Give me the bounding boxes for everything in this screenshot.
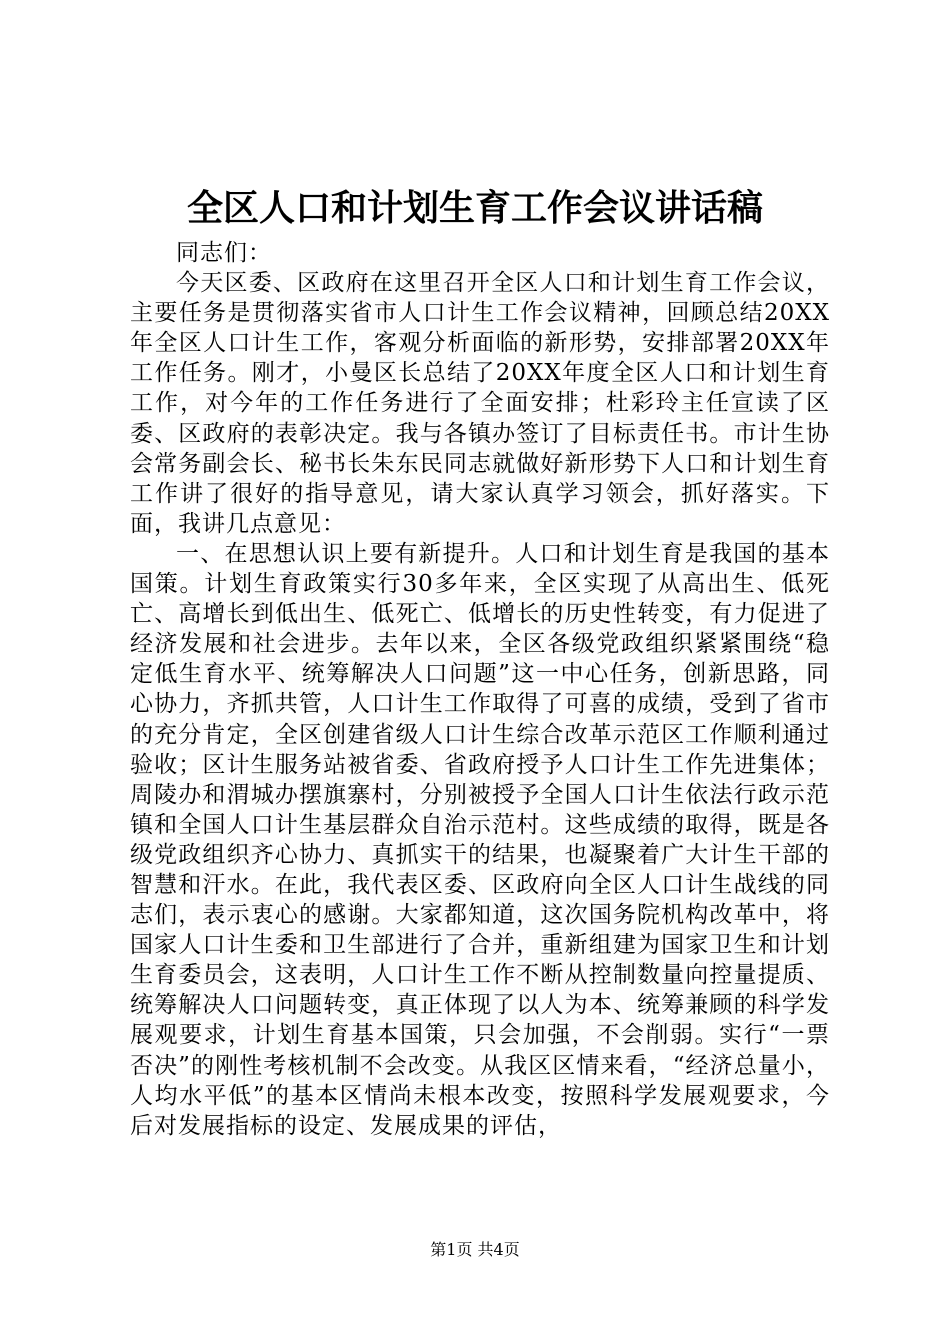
document-title: 全区人口和计划生育工作会议讲话稿 [186, 187, 763, 229]
paragraph-intro: 今天区委、区政府在这里召开全区人口和计划生育工作会议，主要任务是贯彻落实省市人口计生工作会议精神，回顾总结20XX年全区人口计生工作，客观分析面临的新形势，安排部署20XX年工作任务。刚才，小曼区长总结了20XX年度全区人口和计划生育工作，对今年的工作任务进行了全面安排；杜彩玲主任宣读了区委、区政府的表彰决定。我与各镇办签订了目标责任书。市计生协会常务副会长、秘书长朱东民同志就做好新形势下人口和计划生育工作讲了很好的指导意见，请大家认真学习领会，抓好落实。下面，我讲几点意见： [130, 270, 830, 537]
document-body [130, 238, 830, 1141]
greeting-line: 同志们： [176, 240, 272, 266]
page-number-footer: 第1页 共4页 [430, 1240, 520, 1259]
paragraph-section-one: 一、在思想认识上要有新提升。人口和计划生育是我国的基本国策。计划生育政策实行30多年来，全区实现了从高出生、低死亡、高增长到低出生、低死亡、低增长的历史性转变，有力促进了经济发展和社会进步。去年以来，全区各级党政组织紧紧围绕“稳定低生育水平、统筹解决人口问题”这一中心任务，创新思路，同心协力，齐抓共管，人口计生工作取得了可喜的成绩，受到了省市的充分肯定，全区创建省级人口计生综合改革示范区工作顺利通过验收；区计生服务站被省委、省政府授予人口计生工作先进集体；周陵办和渭城办摆旗寨村，分别被授予全国人口计生依法行政示范镇和全国人口计生基层群众自治示范村。这些成绩的取得，既是各级党政组织齐心协力、真抓实干的结果，也凝聚着广大计生干部的智慧和汗水。在此，我代表区委、区政府向全区人口计生战线的同志们，表示衷心的感谢。大家都知道，这次国务院机构改革中，将国家人口计生委和卫生部进行了合并，重新组建为国家卫生和计划生育委员会，这表明，人口计生工作不断从控制数量向控量提质、统筹解决人口问题转变，真正体现了以人为本、统筹兼顾的科学发展观要求，计划生育基本国策，只会加强，不会削弱。实行“一票否决”的刚性考核机制不会改变。从我区区情来看，“经济总量小，人均水平低”的基本区情尚未根本改变，按照科学发展观要求，今后对发展指标的设定、发展成果的评估， [130, 540, 830, 1139]
